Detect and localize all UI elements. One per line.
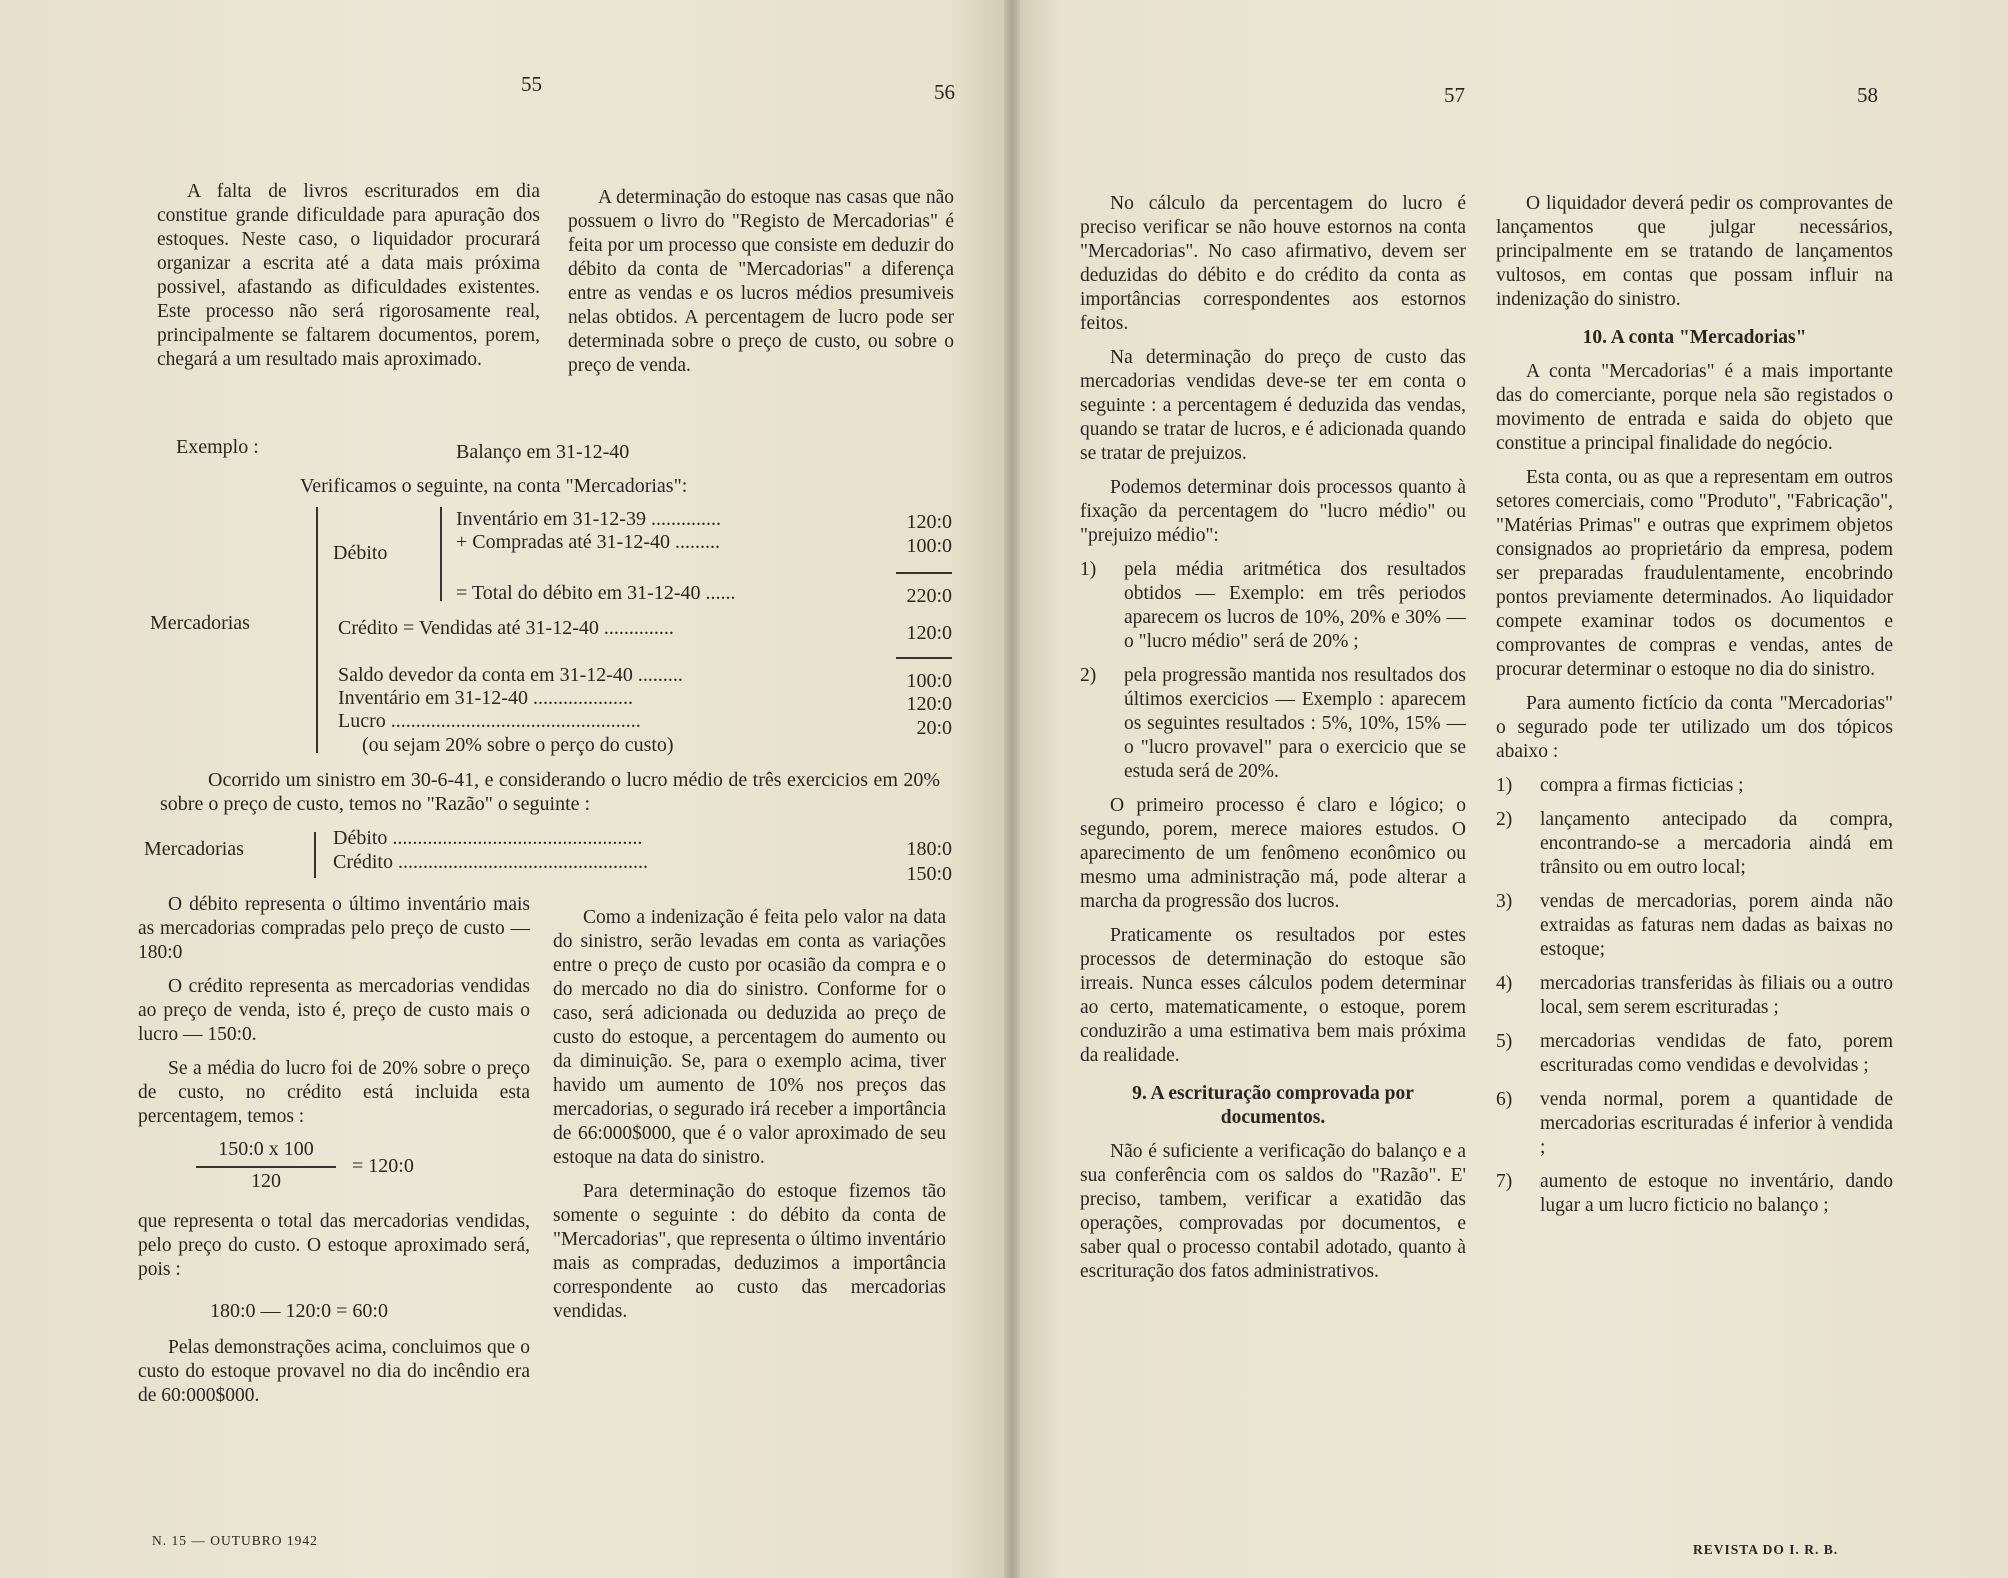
razao-credit: Crédito .................................................. — [333, 851, 648, 873]
paragraph: A determinação do estoque nas casas que não possuem o livro do "Registo de Mercadorias" é feita por um processo que consiste em deduzir do débito da conta de "Mercadorias" a diferença entre as vendas e os lucros médios presumiveis nelas obtidos. A percentagem de lucro pode ser determinada sobre o preço de custo, ou sobre o preço de venda. — [568, 187, 954, 376]
value-profit: 20:0 — [916, 717, 952, 739]
paragraph: Esta conta, ou as que a representam em outros setores comerciais, como "Produto", "Fabricação", "Matérias Primas" e outras que exprimem objetos consignados ao proprietário da empresa, podem ser preparadas fraudulentamente, encobrindo pontos previamente determinados. Ao liquidador compete examinar todos os documentos e comprovantes de compras e vendas, antes de procurar determinar o estoque no dia do sinistro. — [1496, 467, 1893, 680]
paragraph: Na determinação do preço de custo das mercadorias vendidas deve-se ter em conta o seguinte : a percentagem é deduzida das vendas, quando se tratar de lucros, e é adicionada quando se tratar de prejuizos. — [1080, 347, 1466, 464]
verify-line: Verificamos o seguinte, na conta "Mercadorias": — [300, 475, 688, 497]
paragraph: O débito representa o último inventário mais as mercadorias compradas pelo preço de custo — 180:0 — [138, 894, 530, 963]
saldo-devedor: Saldo devedor da conta em 31-12-40 ......... — [338, 664, 683, 686]
debit-bracket — [440, 507, 442, 601]
formula-numerator: 150:0 x 100 — [218, 1138, 314, 1160]
list-item: 3) vendas de mercadorias, porem ainda não extraidas as faturas nem dadas as baixas no estoque; — [1496, 891, 1893, 960]
col-56-bottom — [553, 906, 946, 1334]
paragraph: que representa o total das mercadorias vendidas, pelo preço do custo. O estoque aproximado será, pois : — [138, 1211, 530, 1280]
fraud-topics-list — [1496, 774, 1893, 1218]
process-list — [1080, 558, 1466, 784]
debit-label: Débito — [333, 542, 388, 564]
paragraph: A falta de livros escriturados em dia constitue grande dificuldade para apuração dos estoques. Neste caso, o liquidador procurará organizar a escrita até a data mais próxima possivel, afastando as dificuldades existentes. Este processo não será rigorosamente real, principalmente se faltarem documentos, porem, chegará a um resultado mais aproximado. — [157, 181, 540, 370]
paragraph: No cálculo da percentagem do lucro é preciso verificar se não houve estornos na conta "Mercadorias". No caso afirmativo, devem ser deduzidas do débito e do crédito da conta as importâncias correspondentes aos estornos feitos. — [1080, 193, 1466, 334]
page-number-55: 55 — [521, 72, 542, 96]
paragraph: A conta "Mercadorias" é a mais importante das do comerciante, porque nela são registados o movimento de entrada e saida do objeto que constitue a principal finalidade do negócio. — [1496, 361, 1893, 454]
footer-journal: REVISTA DO I. R. B. — [1693, 1542, 1839, 1557]
inventory-1939: Inventário em 31-12-39 .............. — [456, 508, 721, 530]
paragraph: O primeiro processo é claro e lógico; o segundo, porem, merece maiores estudos. O aparecimento de um fenômeno econômico ou mesmo uma administração má, pode alterar a marcha da progressão dos lucros. — [1080, 795, 1466, 912]
paragraph: Não é suficiente a verificação do balanço e a sua conferência com os saldos do "Razão". E' preciso, tambem, verificar a exatidão das operações, comprovadas por documentos, e saber qual o processo contabil adotado, quanto à escrituração dos fatos administrativos. — [1080, 1141, 1466, 1282]
balance-title: Balanço em 31-12-40 — [456, 441, 630, 463]
list-item: 7) aumento de estoque no inventário, dando lugar a um lucro ficticio no balanço ; — [1496, 1171, 1893, 1216]
inventory-1940: Inventário em 31-12-40 .................... — [338, 687, 633, 709]
value-saldo: 100:0 — [906, 670, 952, 692]
col-57 — [1080, 192, 1466, 1294]
list-item: 4) mercadorias transferidas às filiais ou a outro local, sem serem escrituradas ; — [1496, 973, 1893, 1018]
profit-note: (ou sejam 20% sobre o perço do custo) — [362, 734, 674, 756]
razao-value-credit: 150:0 — [906, 863, 952, 885]
main-bracket — [316, 507, 318, 753]
value-inv-1939: 120:0 — [906, 511, 952, 533]
razao-value-debit: 180:0 — [906, 838, 952, 860]
account-mercadorias: Mercadorias — [150, 612, 250, 634]
credit-line: Crédito = Vendidas até 31-12-40 .............. — [338, 617, 674, 639]
list-item: 5) mercadorias vendidas de fato, porem escrituradas como vendidas e devolvidas ; — [1496, 1031, 1893, 1076]
razao-account: Mercadorias — [144, 838, 244, 860]
value-credit: 120:0 — [906, 622, 952, 644]
paragraph: Pelas demonstrações acima, concluimos que o custo do estoque provavel no dia do incêndio era de 60:000$000. — [138, 1337, 530, 1406]
col-55-bottom — [138, 893, 530, 1139]
list-item: 2) pela progressão mantida nos resultados dos últimos exercicios — Exemplo : aparecem os seguintes resultados : 5%, 10%, 15% — o "lucro provavel" para o exercicio que se estuda será de 20%. — [1080, 665, 1466, 782]
right-page — [1012, 0, 2008, 1578]
paragraph: Podemos determinar dois processos quanto à fixação da percentagem do "lucro médio" ou "prejuizo médio": — [1080, 477, 1466, 546]
sinistro-paragraph: Ocorrido um sinistro em 30-6-41, e considerando o lucro médio de três exercicios em 20% sobre o preço de custo, temos no "Razão" o seguinte : — [160, 769, 940, 815]
paragraph: Se a média do lucro foi de 20% sobre o preço de custo, no crédito está incluida esta percentagem, temos : — [138, 1058, 530, 1127]
formula-denominator: 120 — [251, 1170, 281, 1192]
section-heading-10: 10. A conta "Mercadorias" — [1582, 327, 1807, 348]
example-label: Exemplo : — [176, 436, 259, 458]
section-heading-9: 9. A escrituração comprovada por documentos. — [1132, 1083, 1414, 1128]
value-total-debit: 220:0 — [906, 585, 952, 607]
page-number-58: 58 — [1857, 83, 1878, 107]
col-55-after-formula — [138, 1210, 530, 1292]
page-number-56: 56 — [934, 80, 955, 104]
paragraph: O crédito representa as mercadorias vendidas ao preço de venda, isto é, preço de custo mais o lucro — 150:0. — [138, 976, 530, 1045]
paragraph: Como a indenização é feita pelo valor na data do sinistro, serão levadas em conta as variações entre o preço de custo por ocasião da compra e o do mercado no dia do sinistro. Conforme for o caso, será adicionada ou deduzida ao preço de custo do estoque, a percentagem do aumento ou da diminuição. Se, para o exemplo acima, tiver havido um aumento de 10% nos preços das mercadorias, o segurado irá receber a importância de 66:000$000, que é o valor aproximado de seu estoque na data do sinistro. — [553, 907, 946, 1168]
profit-line: Lucro .................................................. — [338, 710, 641, 732]
sum-rule — [896, 657, 952, 659]
col-55-conclusion — [138, 1336, 530, 1418]
value-inv-1940: 120:0 — [906, 693, 952, 715]
paragraph: O liquidador deverá pedir os comprovantes de lançamentos que julgar necessários, principalmente em se tratando de lançamentos vultosos, em contas que possam influir na indenização do sinistro. — [1496, 193, 1893, 310]
paragraph: Para determinação do estoque fizemos tão somente o seguinte : do débito da conta de "Mercadorias", que representa o último inventário mais as compradas, deduzimos a importância correspondente ao custo das mercadorias vendidas. — [553, 1181, 946, 1322]
list-item: 1) compra a firmas ficticias ; — [1496, 775, 1744, 796]
col-56-intro — [568, 186, 954, 388]
formula-result: = 120:0 — [352, 1155, 414, 1177]
list-item: 1) pela média aritmética dos resultados obtidos — Exemplo: em três periodos aparecem os lucros de 10%, 20% e 30% — o "lucro médio" será de 20% ; — [1080, 559, 1466, 652]
value-purchases: 100:0 — [906, 535, 952, 557]
col-55-intro — [157, 180, 540, 382]
page-number-57: 57 — [1444, 83, 1465, 107]
paragraph: Praticamente os resultados por estes processos de determinação do estoque são irreais. Nunca esses cálculos podem determinar ao certo, matematicamente, o estoque, porem conduzirão a uma estimativa bem mais próxima da realidade. — [1080, 925, 1466, 1066]
list-item: 2) lançamento antecipado da compra, encontrando-se a mercadoria aindá em trânsito ou em outro local; — [1496, 809, 1893, 878]
total-debit: = Total do débito em 31-12-40 ...... — [456, 582, 736, 604]
razao-bracket — [314, 832, 316, 878]
list-item: 6) venda normal, porem a quantidade de mercadorias escrituradas é inferior à vendida ; — [1496, 1089, 1893, 1158]
purchases: + Compradas até 31-12-40 ......... — [456, 531, 721, 553]
footer-issue: N. 15 — OUTUBRO 1942 — [152, 1533, 318, 1548]
sum-rule — [896, 572, 952, 574]
paragraph: Para aumento fictício da conta "Mercadorias" o segurado pode ter utilizado um dos tópicos abaixo : — [1496, 693, 1893, 762]
col-58 — [1496, 192, 1893, 1228]
razao-debit: Débito .................................................. — [333, 827, 643, 849]
book-gutter — [1004, 0, 1020, 1578]
fraction-bar — [196, 1166, 336, 1168]
formula-2: 180:0 — 120:0 = 60:0 — [210, 1300, 388, 1322]
